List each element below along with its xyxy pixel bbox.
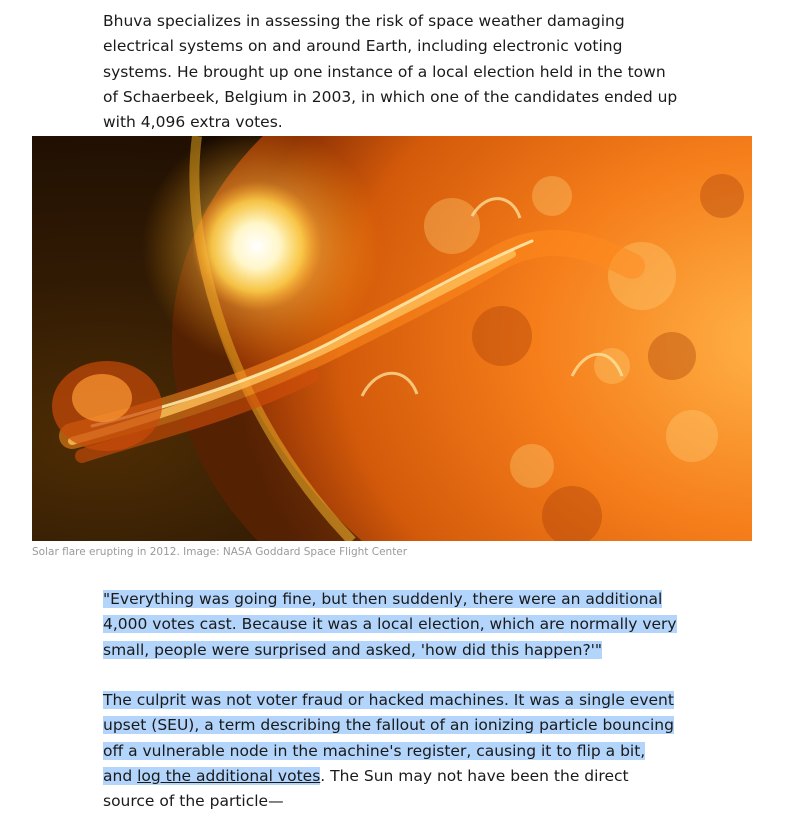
quote-paragraph — [103, 587, 678, 663]
selected-text: "Everything was going fine, but then suddenly, there were an additional 4,000 votes cast. Because it was a local election, which are normally very small, people were surprised and asked, 'how did this happen?'" — [103, 590, 677, 659]
paragraph-text: The culprit was not voter fraud or hacked machines. It was a single event upset (SEU), a term describing the fallout of an ionizing particle bouncing off a vulnerable node in the machine's register, causing it to flip a bit, and — [103, 691, 674, 785]
paragraph-culprit — [103, 688, 678, 814]
solar-flare-image — [32, 136, 752, 541]
image-caption: Solar flare erupting in 2012. Image: NASA Goddard Space Flight Center — [32, 546, 408, 558]
paragraph-text-tail: . The Sun may not have been the direct source of the particle— — [103, 766, 629, 811]
log-additional-votes-link[interactable]: log the additional votes — [137, 766, 321, 785]
paragraph-intro: Bhuva specializes in assessing the risk of space weather damaging electrical systems on and around Earth, including electronic voting systems. He brought up one instance of a local election held in the town of Schaerbeek, Belgium in 2003, in which one of the candidates ended up with 4,096 extra votes. — [103, 12, 678, 132]
solar-flare-illustration — [32, 136, 752, 541]
